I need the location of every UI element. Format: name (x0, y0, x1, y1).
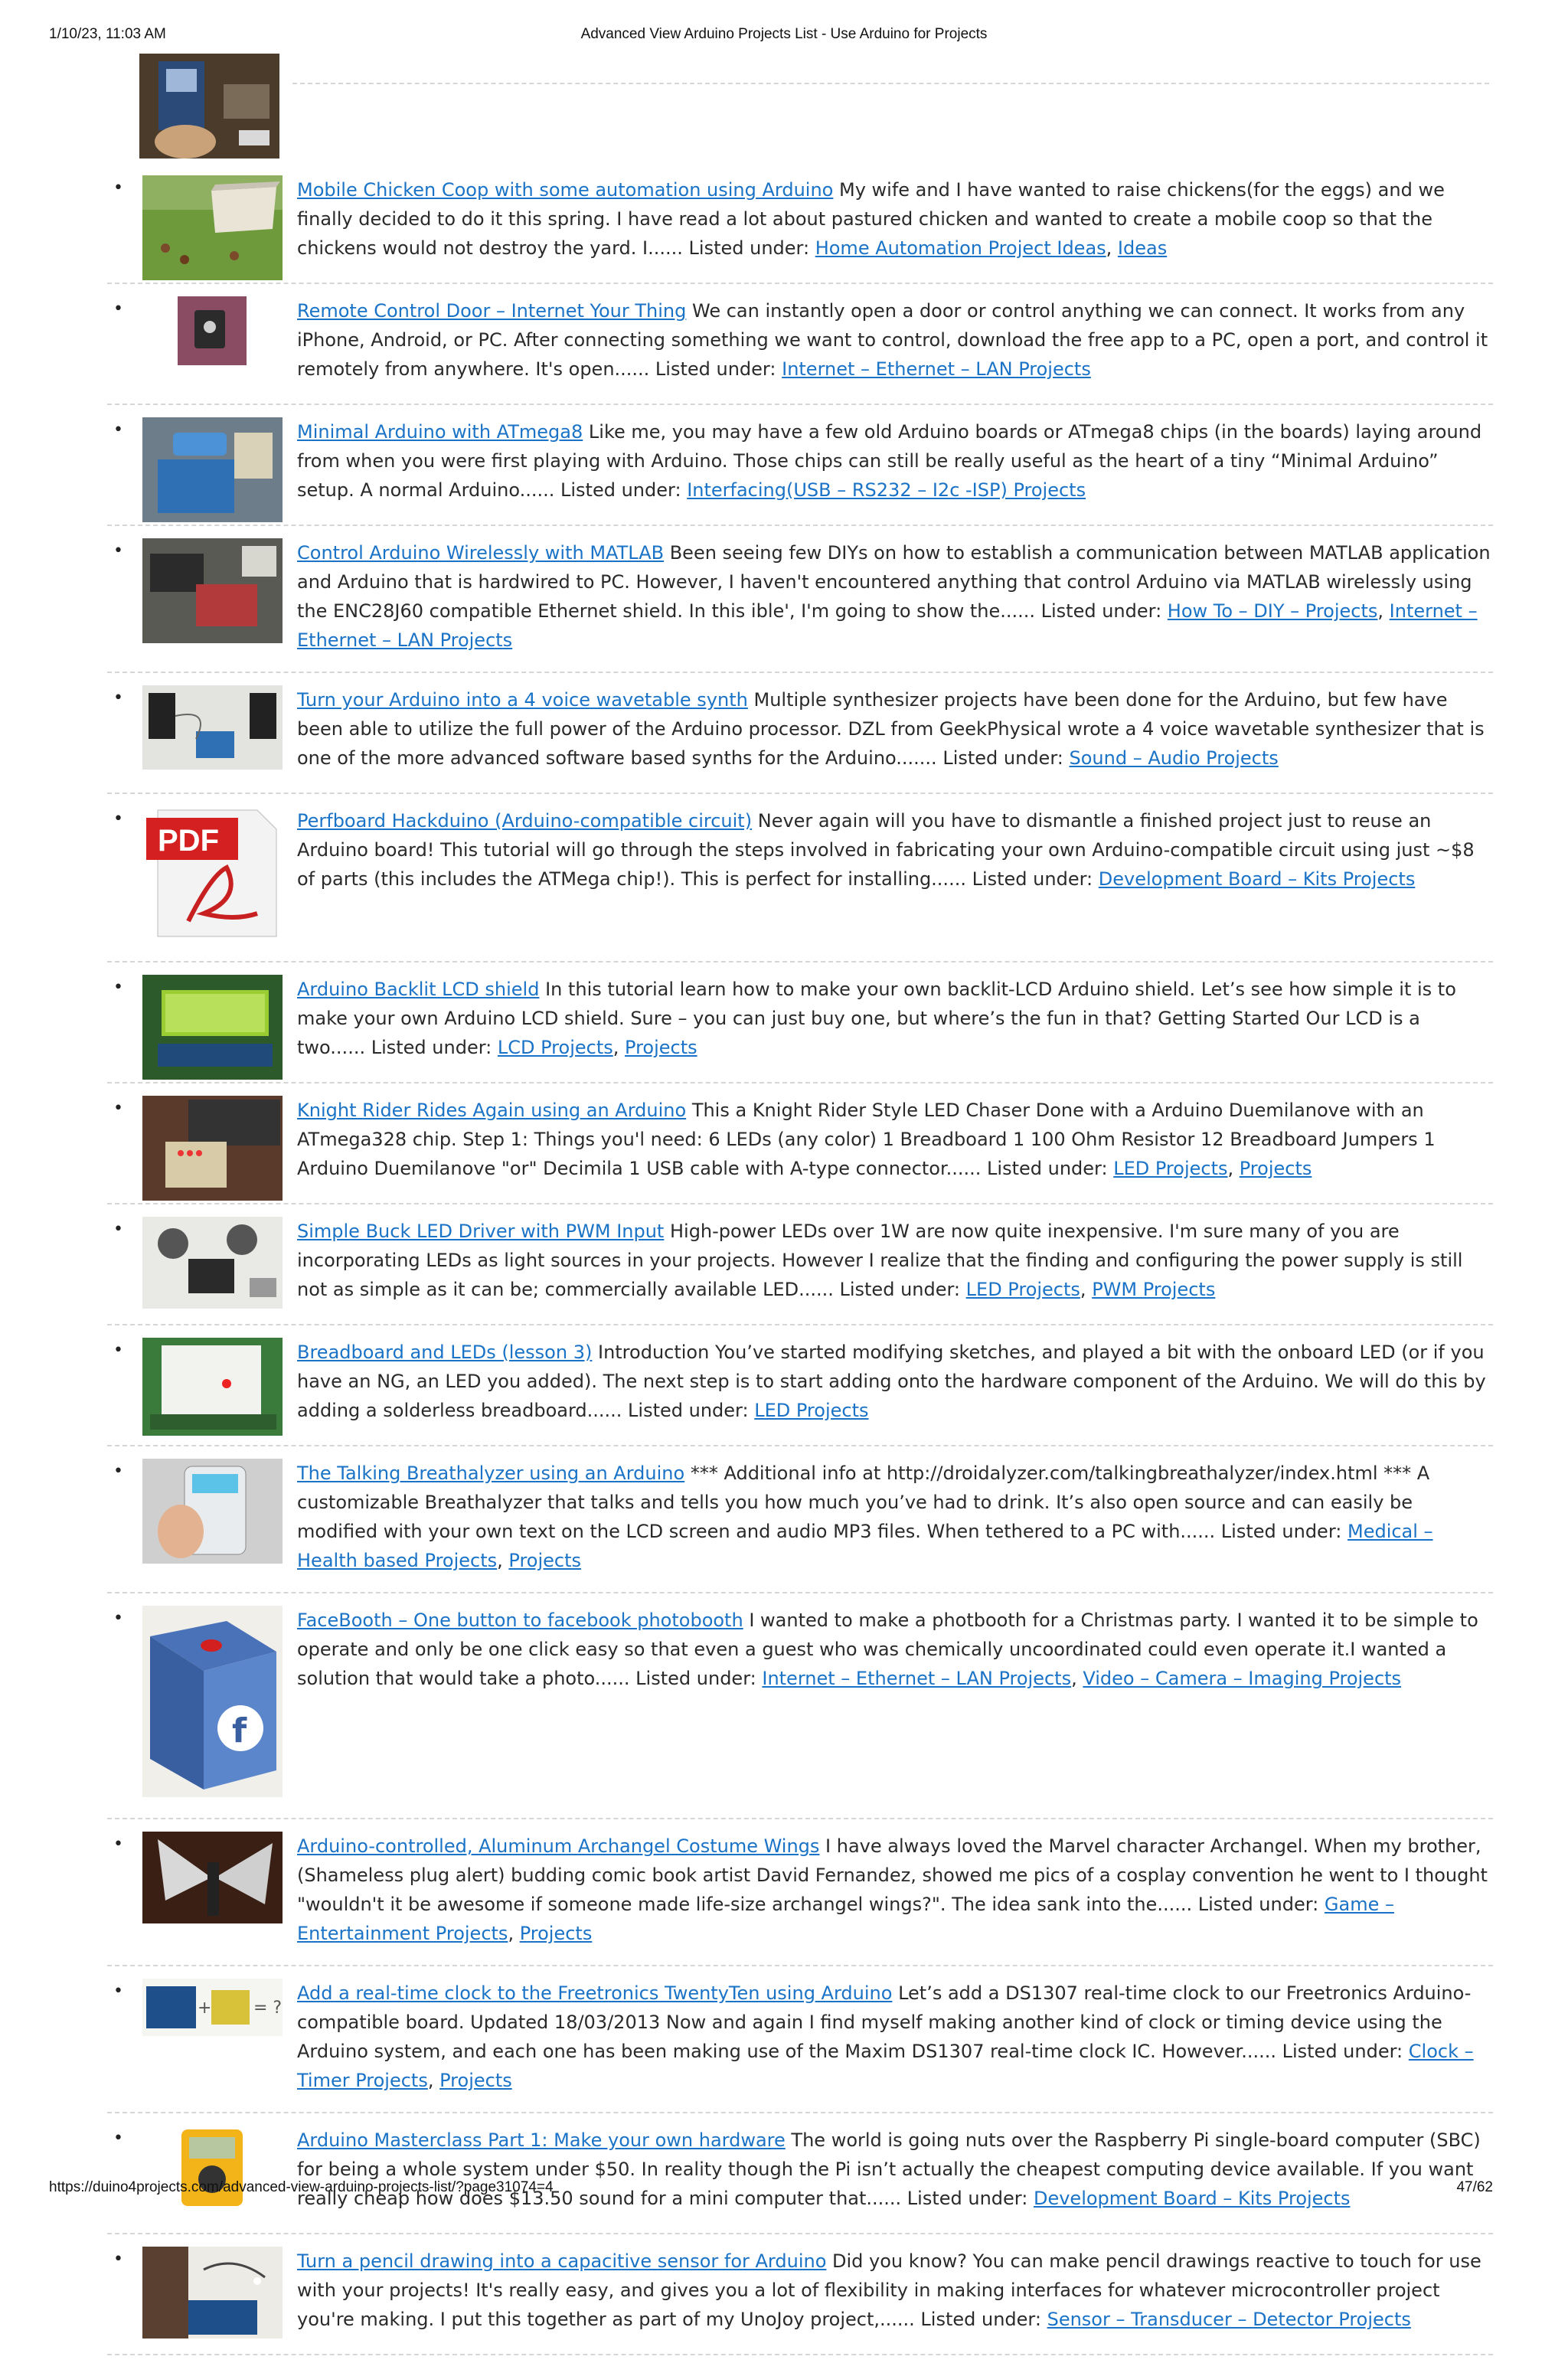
project-item (107, 1091, 1493, 1204)
project-thumbnail[interactable] (139, 1606, 285, 1801)
project-title-link[interactable]: Perfboard Hackduino (Arduino-compatible circuit) (297, 810, 753, 832)
print-page-title: Advanced View Arduino Projects List - Use Arduino for Projects (580, 26, 988, 42)
buck-led-driver-image[interactable] (142, 1217, 283, 1309)
category-link[interactable]: How To – DIY – Projects (1167, 600, 1378, 622)
category-link[interactable]: Projects (439, 2070, 512, 2091)
project-summary: High-power LEDs over 1W are now quite inexpensive. I'm sure many of you are incorporating LEDs as light sources in your projects. However I realize that the finding and configuring the power supply is still not as simple as it can be; commercially available LED...... Listed under: (297, 1221, 1463, 1300)
project-list (107, 171, 1493, 2363)
bullet: • (113, 1099, 123, 1118)
print-date: 1/10/23, 11:03 AM (49, 26, 166, 42)
bullet: • (113, 1982, 123, 2001)
project-item (107, 802, 1493, 963)
lcd-shield-image[interactable] (142, 975, 283, 1080)
project-thumbnail[interactable] (139, 175, 285, 266)
project-thumbnail[interactable] (139, 1979, 285, 2069)
wavetable-synth-image[interactable] (142, 685, 283, 770)
bullet: • (113, 1835, 123, 1854)
project-thumbnail[interactable] (139, 538, 285, 629)
project-item (107, 1601, 1493, 1819)
svg-text:f: f (231, 1711, 247, 1750)
bullet: • (113, 809, 123, 829)
project-item (107, 534, 1493, 673)
project-description: The Talking Breathalyzer using an Arduino *** Additional info at http://droidalyzer.com/talkingbreathalyzer/index.html *** A customizable Breathalyzer that talks and tells you how much you’ve had to drink. It’s also open source and can easily be modified with your own text on the LCD screen and audio MP3 files. When tethered to a PC with...... Listed under: Medical – Health based Projects, Projects (297, 1463, 1433, 1571)
category-link[interactable]: Development Board – Kits Projects (1098, 868, 1416, 890)
category-link[interactable]: LED Projects (1113, 1158, 1228, 1179)
project-description: Arduino Backlit LCD shield In this tutorial learn how to make your own backlit-LCD Arduino shield. Let’s see how simple it is to make your own Arduino LCD shield. Sure – you can just buy one, but where’s the fun in that? Getting Started Our LCD is a two...... Listed under: LCD Projects, Projects (297, 979, 1456, 1058)
pencil-sensor-image[interactable] (142, 2247, 283, 2338)
print-footer (0, 2179, 1568, 2199)
svg-text:+: + (197, 1999, 211, 2018)
category-link[interactable]: Sound – Audio Projects (1069, 747, 1279, 769)
project-thumbnail[interactable] (139, 685, 285, 776)
project-title-link[interactable]: Mobile Chicken Coop with some automation using Arduino (297, 179, 834, 201)
print-page-number: 47/62 (1456, 2179, 1493, 2195)
pdf-icon[interactable] (142, 806, 283, 940)
category-link[interactable]: LED Projects (754, 1400, 869, 1421)
print-header (0, 26, 1568, 46)
project-thumbnail[interactable] (139, 2126, 285, 2216)
project-summary: Never again will you have to dismantle a finished project just to reuse an Arduino board! This tutorial will go through the steps involved in fabricating your own Arduino-compatible circuit using just ~$8 of parts (this includes the ATMega chip!). This is perfect for installing...... Listed under: (297, 810, 1475, 890)
remote-door-image[interactable] (178, 296, 247, 365)
minimal-arduino-image[interactable] (142, 417, 283, 522)
project-title-link[interactable]: Arduino Backlit LCD shield (297, 979, 540, 1000)
project-thumbnail[interactable] (139, 417, 285, 508)
project-thumbnail[interactable] (139, 1217, 285, 1307)
rtc-freetronics-image[interactable] (142, 1979, 283, 2036)
breathalyzer-image[interactable] (142, 1459, 283, 1564)
project-summary: In this tutorial learn how to make your own backlit-LCD Arduino shield. Let’s see how simple it is to make your own Arduino LCD shield. Sure – you can just buy one, but where’s the fun in that? Getting Started Our LCD is a two...... Listed under: (297, 979, 1456, 1058)
category-link[interactable]: Sensor – Transducer – Detector Projects (1047, 2309, 1411, 2330)
category-link[interactable]: Interfacing(USB – RS232 – I2c -ISP) Projects (687, 479, 1086, 501)
project-title-link[interactable]: Arduino-controlled, Aluminum Archangel Costume Wings (297, 1835, 820, 1857)
project-thumbnail[interactable] (139, 296, 285, 387)
project-description: Arduino-controlled, Aluminum Archangel Costume Wings I have always loved the Marvel character Archangel. When my brother, (Shameless plug alert) budding comic book artist David Fernandez, showed me pics of a cosplay convention he went to I thought "wouldn't it be awesome if someone made life-size archangel wings?". The idea sank into the...... Listed under: Game – Entertainment Projects, Projects (297, 1835, 1488, 1944)
category-link[interactable]: Projects (625, 1037, 697, 1058)
project-item (107, 171, 1493, 284)
breadboard-leds-image[interactable] (142, 1338, 283, 1436)
project-description: Knight Rider Rides Again using an Arduino This a Knight Rider Style LED Chaser Done with a Arduino Duemilanove with an ATmega328 chip. Step 1: Things you'l need: 6 LEDs (any color) 1 Breadboard 1 100 Ohm Resistor 12 Breadboard Jumpers 1 Arduino Duemilanove "or" Decimila 1 USB cable with A-type connector...... Listed under: LED Projects, Projects (297, 1100, 1436, 1179)
category-link[interactable]: Development Board – Kits Projects (1033, 2188, 1351, 2209)
project-summary: Did you know? You can make pencil drawings reactive to touch for use with your projects! It's really easy, and gives you a lot of flexibility in making interfaces for whatever microcontroller project you're making. I put this together as part of my UnoJoy project,...... Listed under: (297, 2250, 1481, 2330)
project-thumbnail[interactable] (139, 1459, 285, 1549)
project-summary: I wanted to make a photbooth for a Christmas party. I wanted it to be simple to operate and only be one click easy so that even a guest who was chemically uncoordinated could even operate it.I wanted a solution that would take a photo...... Listed under: (297, 1610, 1478, 1689)
project-title-link[interactable]: Add a real-time clock to the Freetronics TwentyTen using Arduino (297, 1982, 893, 2004)
project-title-link[interactable]: Turn your Arduino into a 4 voice wavetable synth (297, 689, 748, 711)
project-item (107, 413, 1493, 526)
category-link[interactable]: Clock – Timer Projects (297, 2041, 1474, 2091)
project-description (297, 2247, 1493, 2334)
bullet: • (113, 2129, 123, 2148)
project-title-link[interactable]: Knight Rider Rides Again using an Arduino (297, 1100, 687, 1121)
bullet: • (113, 1341, 123, 1360)
project-summary: The world is going nuts over the Raspberry Pi single-board computer (SBC) for being a whole system under $50. In reality though the Pi isn’t actually the cheapest computing device available. If you want really cheap how does $13.50 sound for a mini computer that...... Listed under: (297, 2129, 1481, 2209)
bullet: • (113, 2250, 123, 2269)
project-item (107, 1212, 1493, 1325)
project-description: Simple Buck LED Driver with PWM Input High-power LEDs over 1W are now quite inexpensive. I'm sure many of you are incorporating LEDs as light sources in your projects. However I realize that the finding and configuring the power supply is still not as simple as it can be; commercially available LED...... Listed under: LED Projects, PWM Projects (297, 1221, 1463, 1300)
project-description (297, 685, 1493, 773)
project-summary: Been seeing few DIYs on how to establish a communication between MATLAB application and Arduino that is hardwired to PC. However, I haven't encountered anything that control Arduino via MATLAB wirelessly using the ENC28J60 compatible Ethernet shield. In this ible', I'm going to show the...... Listed under: (297, 542, 1491, 622)
category-link[interactable]: Internet – Ethernet – LAN Projects (782, 358, 1091, 380)
project-item (107, 2121, 1493, 2234)
svg-text:PDF: PDF (157, 824, 219, 858)
category-link[interactable]: Home Automation Project Ideas (815, 237, 1106, 259)
project-description: Control Arduino Wirelessly with MATLAB Been seeing few DIYs on how to establish a communication between MATLAB application and Arduino that is hardwired to PC. However, I haven't encountered anything that control Arduino via MATLAB wirelessly using the ENC28J60 compatible Ethernet shield. In this ible', I'm going to show the...... Listed under: How To – DIY – Projects, Internet – Ethernet – LAN Projects (297, 542, 1491, 651)
project-thumbnail[interactable] (139, 975, 285, 1065)
project-description: FaceBooth – One button to facebook photobooth I wanted to make a photbooth for a Christmas party. I wanted it to be simple to operate and only be one click easy so that even a guest who was chemically uncoordinated could even operate it.I wanted a solution that would take a photo...... Listed under: Internet – Ethernet – LAN Projects, Video – Camera – Imaging Projects (297, 1610, 1478, 1689)
project-summary: *** Additional info at http://droidalyzer.com/talkingbreathalyzer/index.html *** A customizable Breathalyzer that talks and tells you how much you’ve had to drink. It’s also open source and can easily be modified with your own text on the LCD screen and audio MP3 files. When tethered to a PC with...... Listed under: (297, 1463, 1430, 1542)
category-link[interactable]: PWM Projects (1092, 1279, 1216, 1300)
category-link[interactable]: LCD Projects (497, 1037, 613, 1058)
project-item (107, 681, 1493, 794)
archangel-wings-image[interactable] (142, 1832, 283, 1923)
facebooth-image[interactable] (142, 1606, 283, 1797)
category-link[interactable]: Internet – Ethernet – LAN Projects (297, 600, 1478, 651)
project-description: Add a real-time clock to the Freetronics TwentyTen using Arduino Let’s add a DS1307 real-time clock to our Freetronics Arduino-compatible board. Updated 18/03/2013 Now and again I find myself making another kind of clock or timing device using the Arduino system, and each one has been making use of the Maxim DS1307 real-time clock IC. However...... Listed under: Clock – Timer Projects, Projects (297, 1982, 1474, 2091)
previous-item-thumbnail[interactable] (139, 54, 279, 159)
category-link[interactable]: Internet – Ethernet – LAN Projects (762, 1668, 1072, 1689)
project-description (297, 806, 1493, 894)
bullet: • (113, 688, 123, 708)
bullet: • (113, 541, 123, 561)
project-title-link[interactable]: Breadboard and LEDs (lesson 3) (297, 1342, 593, 1363)
category-link[interactable]: Projects (508, 1550, 582, 1571)
project-thumbnail[interactable] (139, 806, 285, 944)
project-summary: Like me, you may have a few old Arduino boards or ATmega8 chips (in the boards) laying around from when you were first playing with Arduino. Those chips can still be really useful as the heart of a tiny “Minimal Arduino” setup. A normal Arduino...... Listed under: (297, 421, 1482, 501)
category-link[interactable]: Game – Entertainment Projects (297, 1894, 1394, 1944)
project-item (107, 1974, 1493, 2113)
knight-rider-image[interactable] (142, 1096, 283, 1201)
project-summary: This a Knight Rider Style LED Chaser Done with a Arduino Duemilanove with an ATmega328 chip. Step 1: Things you'l need: 6 LEDs (any color) 1 Breadboard 1 100 Ohm Resistor 12 Breadboard Jumpers 1 Arduino Duemilanove "or" Decimila 1 USB cable with A-type connector...... Listed under: (297, 1100, 1436, 1179)
project-summary: Let’s add a DS1307 real-time clock to our Freetronics Arduino-compatible board. Updated 18/03/2013 Now and again I find myself making another kind of clock or timing device using the Arduino system, and each one has been making use of the Maxim DS1307 real-time clock IC. However...... Listed under: (297, 1982, 1472, 2062)
svg-text:= ?: = ? (253, 1999, 282, 2018)
category-link[interactable]: Ideas (1117, 237, 1168, 259)
category-link[interactable]: Video – Camera – Imaging Projects (1083, 1668, 1402, 1689)
bullet: • (113, 1462, 123, 1481)
bullet: • (113, 1220, 123, 1239)
project-summary: My wife and I have wanted to raise chickens(for the eggs) and we finally decided to do it this spring. I have read a lot about pastured chicken and wanted to create a mobile coop so that the chickens would not destroy the yard. I...... Listed under: (297, 179, 1445, 259)
category-link[interactable]: Projects (519, 1923, 593, 1944)
project-item (107, 1454, 1493, 1593)
bullet: • (113, 178, 123, 198)
bullet: • (113, 299, 123, 319)
project-description (297, 1338, 1493, 1425)
project-summary: We can instantly open a door or control anything we can connect. It works from any iPhone, Android, or PC. After connecting something we want to control, download the free app to a PC, open a port, and control it remotely from anywhere. It's open...... Listed under: (297, 300, 1488, 380)
project-thumbnail[interactable] (139, 2247, 285, 2337)
project-item (107, 1827, 1493, 1966)
project-thumbnail[interactable] (139, 1096, 285, 1186)
project-item (107, 1333, 1493, 1446)
bullet: • (113, 1609, 123, 1628)
project-description (297, 2126, 1493, 2213)
project-thumbnail[interactable] (139, 1832, 285, 1922)
project-description: Mobile Chicken Coop with some automation using Arduino My wife and I have wanted to raise chickens(for the eggs) and we finally decided to do it this spring. I have read a lot about pastured chicken and wanted to create a mobile coop so that the chickens would not destroy the yard. I...... Listed under: Home Automation Project Ideas, Ideas (297, 179, 1445, 259)
project-description (297, 296, 1493, 384)
project-title-link[interactable]: Control Arduino Wirelessly with MATLAB (297, 542, 665, 564)
project-title-link[interactable]: Remote Control Door – Internet Your Thing (297, 300, 687, 322)
project-title-link[interactable]: Arduino Masterclass Part 1: Make your own hardware (297, 2129, 786, 2151)
project-title-link[interactable]: Turn a pencil drawing into a capacitive sensor for Arduino (297, 2250, 827, 2272)
project-summary: Introduction You’ve started modifying sketches, and played a bit with the onboard LED (or if you have an NG, an LED you added). The next step is to start adding onto the hardware component of the Arduino. We will do this by adding a solderless breadboard...... Listed under: (297, 1342, 1486, 1421)
previous-item-thumbnail-row (139, 54, 1489, 161)
project-title-link[interactable]: FaceBooth – One button to facebook photobooth (297, 1610, 743, 1631)
category-link[interactable]: Medical – Health based Projects (297, 1521, 1433, 1571)
project-item (107, 292, 1493, 405)
bullet: • (113, 420, 123, 440)
project-summary: Multiple synthesizer projects have been done for the Arduino, but few have been able to utilize the full power of the Arduino processor. DZL from GeekPhysical wrote a 4 voice wavetable synthesizer that is one of the more advanced software based synths for the Arduino....... Listed under: (297, 689, 1485, 769)
project-thumbnail[interactable] (139, 1338, 285, 1428)
category-link[interactable]: Projects (1239, 1158, 1312, 1179)
print-url: https://duino4projects.com/advanced-view-arduino-projects-list/?page31074=4 (49, 2179, 554, 2195)
category-link[interactable]: LED Projects (965, 1279, 1080, 1300)
bullet: • (113, 978, 123, 997)
project-title-link[interactable]: Minimal Arduino with ATmega8 (297, 421, 583, 443)
project-title-link[interactable]: Simple Buck LED Driver with PWM Input (297, 1221, 665, 1242)
project-item (107, 970, 1493, 1083)
project-summary: I have always loved the Marvel character Archangel. When my brother, (Shameless plug alert) budding comic book artist David Fernandez, showed me pics of a cosplay convention he went to I thought "wouldn't it be awesome if someone made life-size archangel wings?". The idea sank into the...... Listed under: (297, 1835, 1488, 1915)
item-separator (292, 83, 1489, 84)
project-title-link[interactable]: The Talking Breathalyzer using an Arduino (297, 1463, 685, 1484)
matlab-arduino-image[interactable] (142, 538, 283, 643)
project-description (297, 417, 1493, 505)
project-item (107, 2242, 1493, 2355)
chicken-coop-image[interactable] (142, 175, 283, 280)
